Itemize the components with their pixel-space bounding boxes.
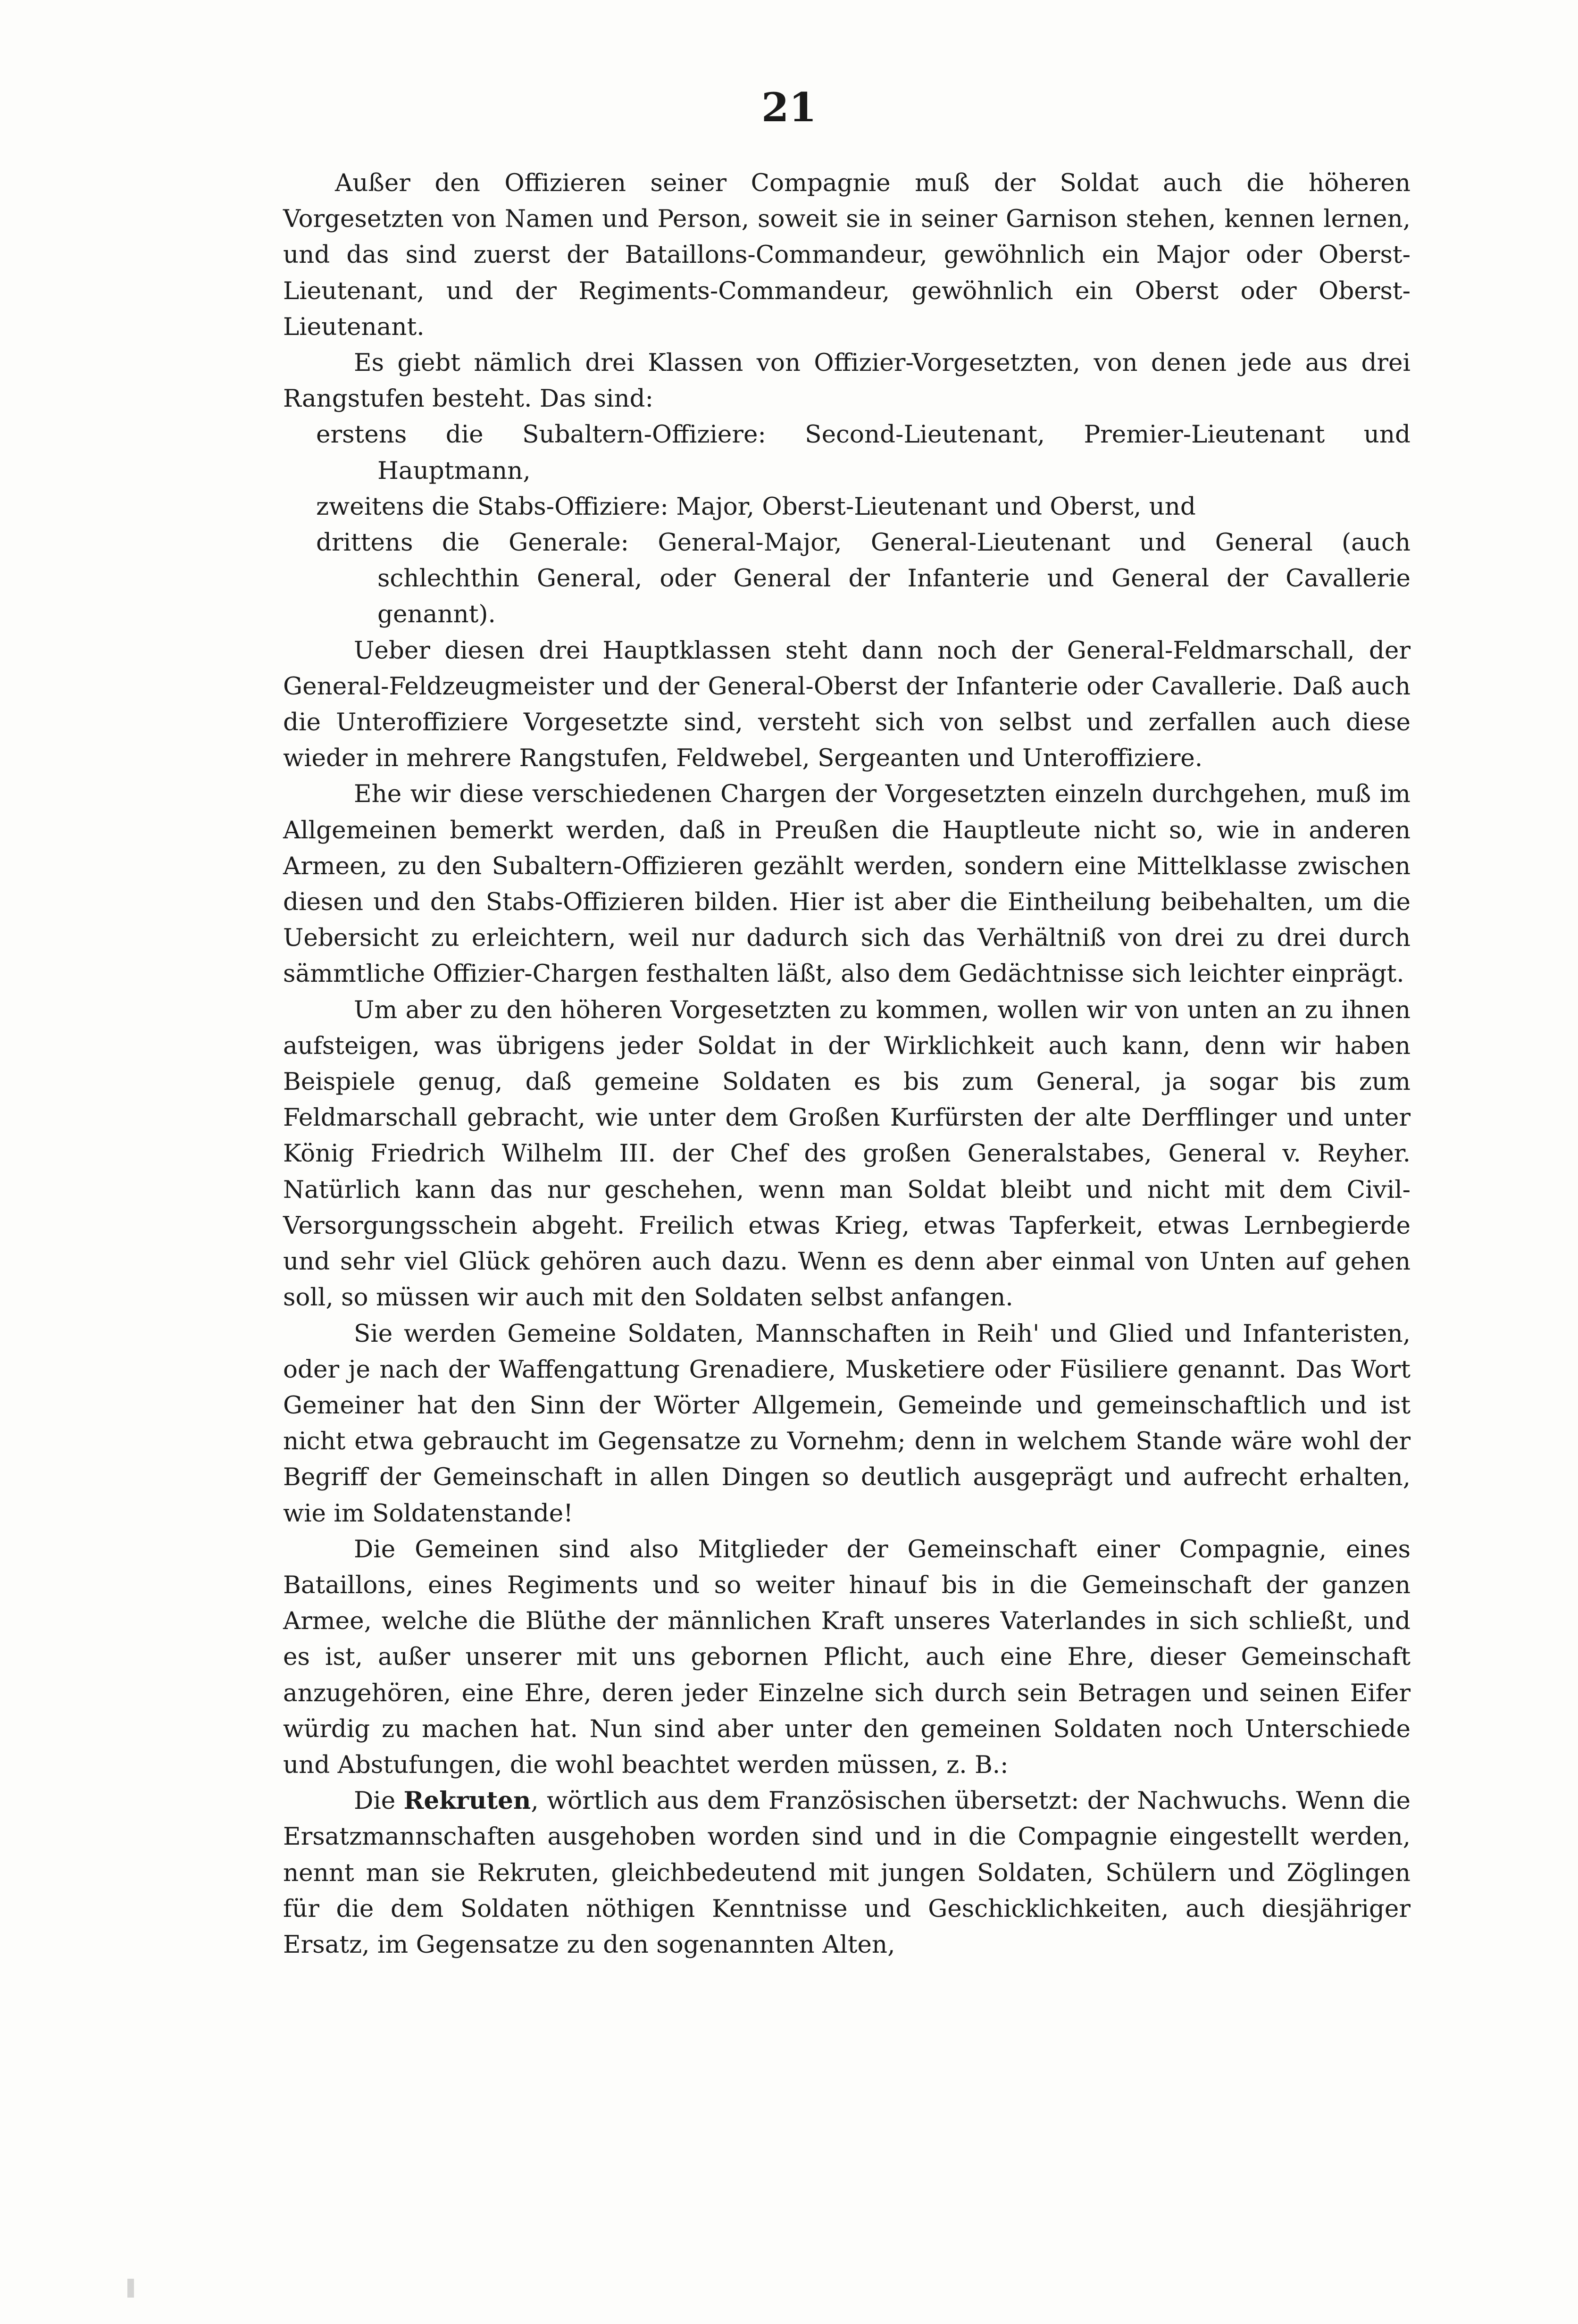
rekruten-lead: Die — [354, 1787, 396, 1815]
ranks-list — [283, 417, 1411, 632]
paper-speck — [127, 2279, 134, 2298]
page-number: 21 — [761, 84, 817, 131]
rekruten-term: Rekruten — [403, 1787, 531, 1815]
list-item-staff: zweitens die Stabs-Offiziere: Major, Oberst-Lieutenant und Oberst, und — [316, 492, 1196, 521]
paragraph-three-classes: Es giebt nämlich drei Klassen von Offizier-Vorgesetzten, von denen jede aus drei Rangstufen besteht. Das sind: — [283, 349, 1411, 413]
paragraph-gemeine: Sie werden Gemeine Soldaten, Mannschaften in Reih' und Glied und Infanteristen, oder je nach der Waffengattung Grenadiere, Musketiere oder Füsiliere genannt. Das Wort Gemeiner hat den Sinn der Wörter Allgemein, Gemeinde und gemeinschaftlich und ist nicht etwa gebraucht im Gegensatze zu Vornehm; denn in welchem Stande wäre wohl der Begriff der Gemeinschaft in allen Dingen so deutlich ausgeprägt und aufrecht erhalten, wie im Soldatenstande! — [283, 1319, 1411, 1528]
paragraph-rising-ranks: Um aber zu den höheren Vorgesetzten zu kommen, wollen wir von unten an zu ihnen aufsteigen, was übrigens jeder Soldat in der Wirklichkeit auch kann, denn wir haben Beispiele genug, daß gemeine Soldaten es bis zum General, ja sogar bis zum Feldmarschall gebracht, wie unter dem Großen Kurfürsten der alte Derfflinger und unter König Friedrich Wilhelm III. der Chef des großen Generalstabes, General v. Reyher. Natürlich kann das nur geschehen, wenn man Soldat bleibt und nicht mit dem Civil-Versorgungsschein abgeht. Freilich etwas Krieg, etwas Tapferkeit, etwas Lernbegierde und sehr viel Glück gehören auch dazu. Wenn es denn aber einmal von Unten auf gehen soll, so müssen wir auch mit den Soldaten selbst anfangen. — [283, 995, 1411, 1312]
page-body — [283, 165, 1411, 1963]
list-item-subaltern: erstens die Subaltern-Offiziere: Second-Lieutenant, Premier-Lieutenant und Hauptmann, — [316, 420, 1411, 485]
paragraph-superiors: Außer den Offizieren seiner Compagnie muß der Soldat auch die höheren Vorgesetzten von Namen und Person, soweit sie in seiner Garnison stehen, kennen lernen, und das sind zuerst der Bataillons-Commandeur, gewöhnlich ein Major oder Oberst-Lieutenant, und der Regiments-Commandeur, gewöhnlich ein Oberst oder Oberst-Lieutenant. — [283, 169, 1411, 341]
paragraph-higher-ranks: Ueber diesen drei Hauptklassen steht dann noch der General-Feldmarschall, der General-Feldzeugmeister und der General-Oberst der Infanterie oder Cavallerie. Daß auch die Unteroffiziere Vorgesetzte sind, versteht sich von selbst und zerfallen auch diese wieder in mehrere Rangstufen, Feldwebel, Sergeanten und Unteroffiziere. — [283, 636, 1411, 773]
list-item-generals: drittens die Generale: General-Major, General-Lieutenant und General (auch schlechthin General, oder General der Infanterie und General der Cavallerie genannt). — [316, 528, 1411, 629]
paragraph-community: Die Gemeinen sind also Mitglieder der Gemeinschaft einer Compagnie, eines Bataillons, eines Regiments und so weiter hinauf bis in die Gemeinschaft der ganzen Armee, welche die Blüthe der männlichen Kraft unseres Vaterlandes in sich schließt, und es ist, außer unserer mit uns gebornen Pflicht, auch eine Ehre, dieser Gemeinschaft anzugehören, eine Ehre, deren jeder Einzelne sich durch sein Betragen und seinen Eifer würdig zu machen hat. Nun sind aber unter den gemeinen Soldaten noch Unterschiede und Abstufungen, die wohl beachtet werden müssen, z. B.: — [283, 1535, 1411, 1779]
paragraph-prussia-captains: Ehe wir diese verschiedenen Chargen der Vorgesetzten einzeln durchgehen, muß im Allgemeinen bemerkt werden, daß in Preußen die Hauptleute nicht so, wie in anderen Armeen, zu den Subaltern-Offizieren gezählt werden, sondern eine Mittelklasse zwischen diesen und den Stabs-Offizieren bilden. Hier ist aber die Eintheilung beibehalten, um die Uebersicht zu erleichtern, weil nur dadurch sich das Verhältniß von drei zu drei durch sämmtliche Offizier-Chargen festhalten läßt, also dem Gedächtnisse sich leichter einprägt. — [283, 780, 1411, 988]
rekruten-text: , wörtlich aus dem Französischen übersetzt: der Nachwuchs. Wenn die Ersatzmannschaften ausgehoben worden sind und in die Compagnie eingestellt werden, nennt man sie Rekruten, gleichbedeutend mit jungen Soldaten, Schülern und Zöglingen für die dem Soldaten nöthigen Kenntnisse und Geschicklichkeiten, auch diesjähriger Ersatz, im Gegensatze zu den sogenannten Alten, — [283, 1787, 1411, 1959]
paragraph-rekruten — [283, 1783, 1411, 1963]
